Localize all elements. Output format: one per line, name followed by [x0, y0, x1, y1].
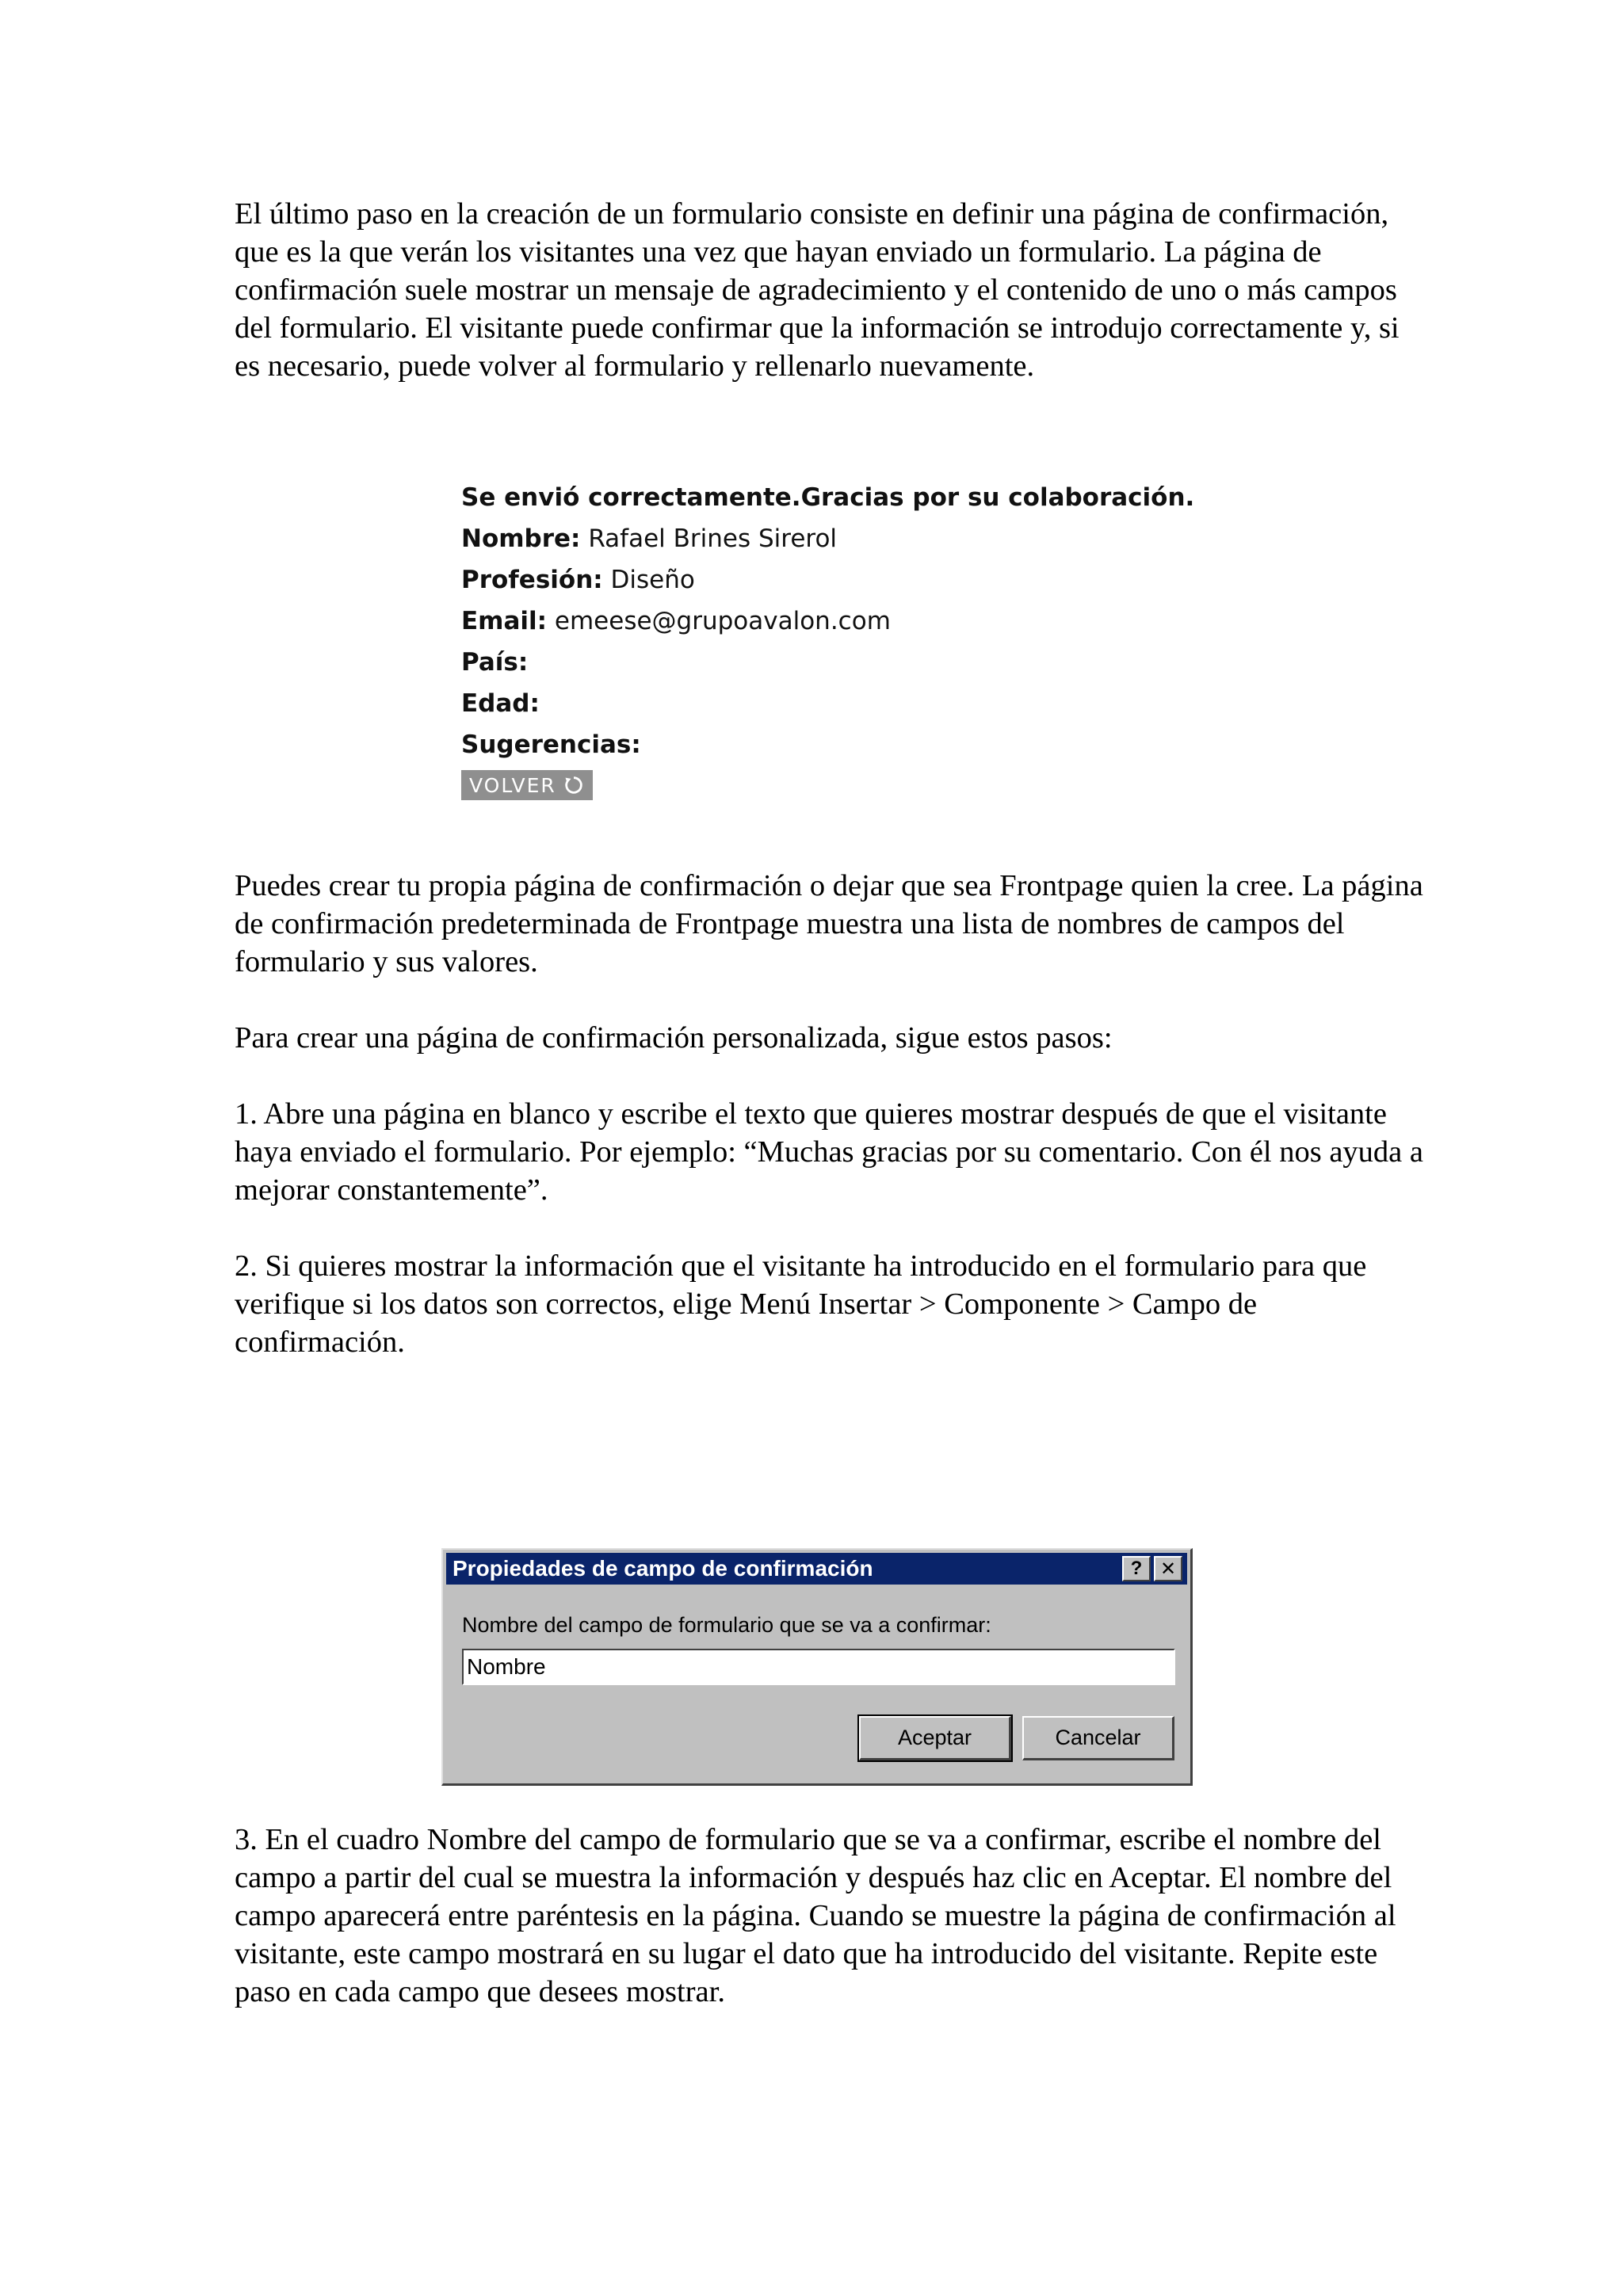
- steps-intro-paragraph: Para crear una página de confirmación personalizada, sigue estos pasos:: [235, 1021, 1113, 1055]
- field-name-label: Nombre del campo de formulario que se va a confirmar:: [462, 1613, 991, 1637]
- dialog-title: Propiedades de campo de confirmación: [453, 1556, 873, 1581]
- step-1-paragraph: 1. Abre una página en blanco y escribe el texto que quieres mostrar después de que el visitante haya enviado el formulario. Por ejemplo: “Muchas gracias por su comentario. Con él nos ayuda a mejorar constantemente”.: [235, 1097, 1423, 1207]
- dialog-titlebar[interactable]: [446, 1553, 1187, 1585]
- step-3-paragraph: 3. En el cuadro Nombre del campo de formulario que se va a confirmar, escribe el nombre del campo a partir del cual se muestra la información y después haz clic en Aceptar. El nombre del campo aparecerá entre paréntesis en la página. Cuando se muestre la página de confirmación al visitante, este campo mostrará en su lugar el dato que ha introducido del visitante. Repite este paso en cada campo que desees mostrar.: [235, 1823, 1396, 2008]
- confirmation-page-example: [461, 477, 1195, 800]
- field-name-input[interactable]: [462, 1649, 1175, 1685]
- cancelar-button[interactable]: Cancelar: [1022, 1716, 1174, 1760]
- step-2-paragraph: 2. Si quieres mostrar la información que el visitante ha introducido en el formulario para que verifique si los datos son correctos, elige Menú Insertar > Componente > Campo de confirmación.: [235, 1249, 1367, 1359]
- close-button[interactable]: ✕: [1154, 1556, 1182, 1581]
- volver-button[interactable]: [461, 770, 593, 800]
- aceptar-button[interactable]: Aceptar: [859, 1716, 1011, 1760]
- confirmation-field-edad: Edad:: [461, 689, 540, 718]
- confirmation-field-pais: País:: [461, 648, 529, 677]
- confirmation-field-dialog: [441, 1548, 1193, 1786]
- confirmation-field-sugerencias: Sugerencias:: [461, 730, 641, 759]
- refresh-icon: [563, 774, 585, 796]
- confirmation-field-profesion: Profesión: Diseño: [461, 566, 695, 594]
- help-button[interactable]: ?: [1122, 1556, 1151, 1581]
- volver-label: VOLVER: [469, 773, 556, 797]
- confirmation-header: Se envió correctamente.Gracias por su colaboración.: [461, 483, 1195, 512]
- confirmation-field-email: Email: emeese@grupoavalon.com: [461, 607, 891, 635]
- frontpage-paragraph: Puedes crear tu propia página de confirmación o dejar que sea Frontpage quien la cree. La página de confirmación predeterminada de Frontpage muestra una lista de nombres de campos del formulario y sus valores.: [235, 869, 1423, 978]
- confirmation-field-nombre: Nombre: Rafael Brines Sirerol: [461, 524, 838, 553]
- intro-paragraph: El último paso en la creación de un formulario consiste en definir una página de confirmación, que es la que verán los visitantes una vez que hayan enviado un formulario. La página de confirmación suele mostrar un mensaje de agradecimiento y el contenido de uno o más campos del formulario. El visitante puede confirmar que la información se introdujo correctamente y, si es necesario, puede volver al formulario y rellenarlo nuevamente.: [235, 197, 1400, 383]
